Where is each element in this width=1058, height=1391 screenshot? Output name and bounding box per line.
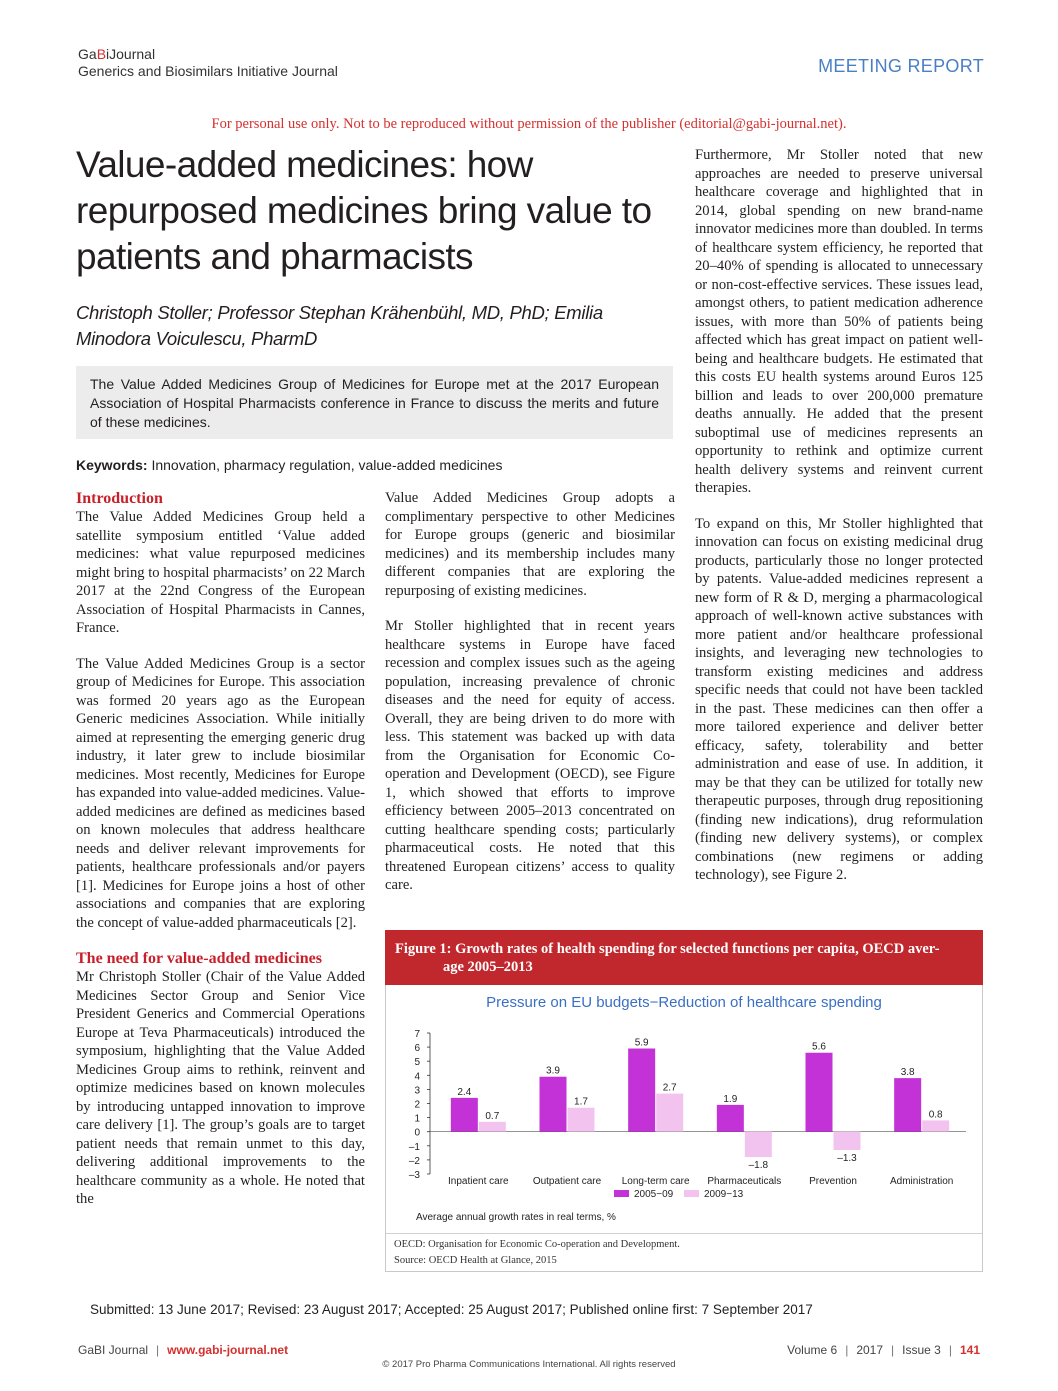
legend-swatch xyxy=(614,1190,629,1197)
section-heading-introduction: Introduction xyxy=(76,490,163,507)
footer-url-link[interactable]: www.gabi-journal.net xyxy=(167,1343,289,1357)
section-heading-need: The need for value-added medicines xyxy=(76,950,322,967)
figure-note-source: Source: OECD Health at Glance, 2015 xyxy=(394,1255,557,1266)
bar-series1 xyxy=(806,1053,833,1132)
chart-title: Pressure on EU budgets−Reduction of healthcare spending xyxy=(486,994,882,1011)
keywords-line xyxy=(76,457,502,473)
figure-caption-line1: Growth rates of health spending for selected functions per capita, OECD aver- xyxy=(455,941,940,957)
keywords-label: Keywords: xyxy=(76,457,148,473)
paragraph: Furthermore, Mr Stoller noted that new approaches are needed to preserve universal healthcare coverage and highlighted that in 2014, global spending on new brand-name innovator medicines more than doubled. In terms of healthcare system efficiency, he reported that 20–40% of spending is allocated to unnecessary or non-cost-effective services. These issues lead, amongst others, to patient medication adherence issues, with more than 50% of patients being affected which has great impact on patient well-being and healthcare budgets. He estimated that this costs EU health systems around Euros 125 billion and leads to over 200,000 premature deaths annually. He added that the present suboptimal use of medicines represents an opportunity to rethink and optimize current health delivery systems and reinvent current therapies. xyxy=(695,147,983,496)
paragraph: To expand on this, Mr Stoller highlighted that innovation can focus on existing medicinal drug products, particularly those no longer protected by patents. Value-added medicines represent a new form of R & D, merging a pharmacological approach of well-known active substances with more patient and/or healthcare professional insights, and leveraging new technologies to transform existing medicines and address specific needs that could not have been tackled in the past. These medicines can then offer a more tailored experience and deliver better efficacy, safety, tolerability and better administration and ease of use. In addition, it may be that they can be utilized for totally new therapeutic purposes, through drug repositioning (finding new indications), drug reformulation (finding new delivery systems), or complex combinations (new regimens or adding technology), see Figure 2. xyxy=(695,515,983,883)
x-category-label: Pharmaceuticals xyxy=(707,1176,782,1187)
bar-series2 xyxy=(834,1132,861,1150)
x-category-label: Prevention xyxy=(809,1176,857,1187)
y-tick-label: 6 xyxy=(414,1043,420,1055)
body-column-2 xyxy=(385,489,675,912)
journal-short-b: B xyxy=(96,46,107,62)
bar-series1 xyxy=(717,1105,744,1132)
y-tick-label: 5 xyxy=(414,1057,420,1069)
data-label: –1.8 xyxy=(748,1160,769,1172)
y-tick-label: 1 xyxy=(414,1113,420,1125)
data-label: 2.4 xyxy=(457,1086,472,1098)
y-tick-label: 7 xyxy=(414,1029,420,1040)
journal-name-block xyxy=(78,46,338,80)
y-tick-label: –3 xyxy=(408,1170,420,1181)
footer-separator: | xyxy=(845,1343,849,1357)
data-label: –1.3 xyxy=(837,1153,857,1165)
footer-issue: Issue 3 xyxy=(902,1343,941,1357)
journal-short-name xyxy=(78,46,338,63)
keywords-text: Innovation, pharmacy regulation, value-added medicines xyxy=(151,457,503,473)
abstract-text: The Value Added Medicines Group of Medicines for Europe met at the 2017 European Association of Hospital Pharmacists conference in France to discuss the merits and future of these medicines. xyxy=(90,376,659,430)
figure-caption xyxy=(385,930,983,985)
y-tick-label: 3 xyxy=(414,1085,420,1097)
legend-label: 2009−13 xyxy=(704,1189,744,1200)
bar-series1 xyxy=(540,1077,567,1132)
data-label: 2.7 xyxy=(662,1082,677,1094)
personal-use-notice: For personal use only. Not to be reproduced without permission of the publisher (editorial@gabi-journal.net). xyxy=(211,116,847,132)
x-category-label: Outpatient care xyxy=(532,1176,602,1187)
bar-series2 xyxy=(656,1094,683,1132)
legend-swatch xyxy=(684,1190,699,1197)
chart-footnote: Average annual growth rates in real terms, % xyxy=(416,1212,616,1223)
footer-separator: | xyxy=(156,1343,160,1357)
figure-divider xyxy=(386,1233,982,1234)
figure-note-abbrev: OECD: Organisation for Economic Co-operation and Development. xyxy=(394,1239,680,1250)
data-label: 5.6 xyxy=(812,1041,826,1053)
data-label: 3.8 xyxy=(900,1067,915,1079)
data-label: 1.7 xyxy=(574,1096,588,1108)
y-tick-label: –2 xyxy=(408,1155,420,1167)
footer-separator: | xyxy=(891,1343,895,1357)
footer-journal xyxy=(78,1343,288,1357)
figure-caption-line2: age 2005–2013 xyxy=(443,959,533,975)
data-label: 1.9 xyxy=(723,1093,738,1105)
paragraph: Mr Stoller highlighted that in recent years healthcare systems in Europe have faced recession and complex issues such as the ageing population, increasing prevalence of chronic diseases and the need for equity of access. Overall, they are being driven to do more with less. This statement was backed up with data from the Organisation for Economic Co-operation and Development (OECD), see Figure 1, which showed that efforts to improve efficiency between 2005–2013 concentrated on cutting healthcare spending costs; particularly pharmaceutical costs. He noted that this threatened European citizens’ access to quality care. xyxy=(385,618,675,893)
x-category-label: Inpatient care xyxy=(448,1176,509,1187)
body-column-3 xyxy=(695,146,983,902)
bar-series1 xyxy=(451,1098,478,1132)
data-label: 3.9 xyxy=(546,1065,560,1077)
bar-series2 xyxy=(745,1132,772,1157)
bar-series1 xyxy=(628,1049,655,1132)
y-tick-label: –1 xyxy=(408,1141,420,1153)
bar-series1 xyxy=(894,1078,921,1132)
body-column-1 xyxy=(76,489,365,1209)
figure-caption-label: Figure 1: xyxy=(395,941,452,957)
footer-year: 2017 xyxy=(856,1343,884,1357)
bar-series2 xyxy=(479,1122,506,1132)
y-tick-label: 2 xyxy=(414,1099,420,1111)
paragraph: The Value Added Medicines Group held a satellite symposium entitled ‘Value added medicines: what value repurposed medicines might bring to hospital pharmacists’ on 22 March 2017 at the 22nd Congress of the European Association of Hospital Pharmacists in Cannes, France. xyxy=(76,509,365,636)
legend-label: 2005−09 xyxy=(634,1189,674,1200)
figure-body xyxy=(385,985,983,1272)
data-label: 0.8 xyxy=(928,1109,943,1121)
abstract-box xyxy=(76,366,673,439)
copyright-notice: © 2017 Pro Pharma Communications International. All rights reserved xyxy=(382,1359,676,1370)
paragraph: Mr Christoph Stoller (Chair of the Value Added Medicines Sector Group and Senior Vice President Generics and Commercial Operations Europe at Teva Pharmaceuticals) introduced the symposium, highlighting that the Value Added Medicines Group aims to rethink, reinvent and optimize medicines based on known molecules by introducing untapped innovation to improve care delivery [1]. The group’s goals are to target patient needs that remain unmet to this day, delivering additional improvements to the healthcare community as a whole. He noted that the xyxy=(76,969,365,1207)
article-title: Value-added medicines: how repurposed medicines bring value to patients and pharmacists xyxy=(76,144,652,277)
footer-issue-info xyxy=(787,1343,980,1357)
bar-series2 xyxy=(568,1108,595,1132)
article-authors: Christoph Stoller; Professor Stephan Krähenbühl, MD, PhD; Emilia Minodora Voiculescu, PharmD xyxy=(76,302,603,349)
paragraph: The Value Added Medicines Group is a sector group of Medicines for Europe. This association was formed 20 years ago as the European Generic medicines Association. While initially aimed at representing the emerging generic drug industry, it later grew to include biosimilar medicines. Most recently, Medicines for Europe has expanded into value-added medicines. Value-added medicines are defined as medicines based on known molecules that address healthcare needs and deliver relevant improvements for patients, healthcare professionals and/or payers [1]. Medicines for Europe joins a host of other associations and companies that are exploring the concept of value-added pharmaceuticals [2]. xyxy=(76,655,365,931)
figure-notes xyxy=(394,1237,680,1269)
data-label: 5.9 xyxy=(634,1037,649,1049)
article-type-label: MEETING REPORT xyxy=(818,56,984,76)
submission-dates: Submitted: 13 June 2017; Revised: 23 August 2017; Accepted: 25 August 2017; Published online first: 7 September 2017 xyxy=(90,1302,813,1317)
figure-1 xyxy=(385,930,983,1272)
bar-series2 xyxy=(922,1120,949,1131)
data-label: 0.7 xyxy=(485,1110,500,1122)
x-category-label: Long-term care xyxy=(621,1176,690,1187)
page-number: 141 xyxy=(959,1343,980,1357)
x-category-label: Administration xyxy=(889,1176,954,1187)
bar-chart xyxy=(386,985,982,1231)
journal-short-prefix: Ga xyxy=(78,46,97,62)
footer-journal-name: GaBI Journal xyxy=(78,1343,149,1357)
y-tick-label: 0 xyxy=(414,1127,420,1139)
footer-volume: Volume 6 xyxy=(787,1343,838,1357)
paragraph: Value Added Medicines Group adopts a complimentary perspective to other Medicines for Europe groups (generic and biosimilar medicines) and its membership includes many different companies that are exploring the repurposing of existing medicines. xyxy=(385,490,675,599)
journal-full-name: Generics and Biosimilars Initiative Journal xyxy=(78,63,338,79)
footer-separator: | xyxy=(948,1343,952,1357)
journal-short-suffix: iJournal xyxy=(106,46,156,62)
y-tick-label: 4 xyxy=(414,1071,420,1083)
